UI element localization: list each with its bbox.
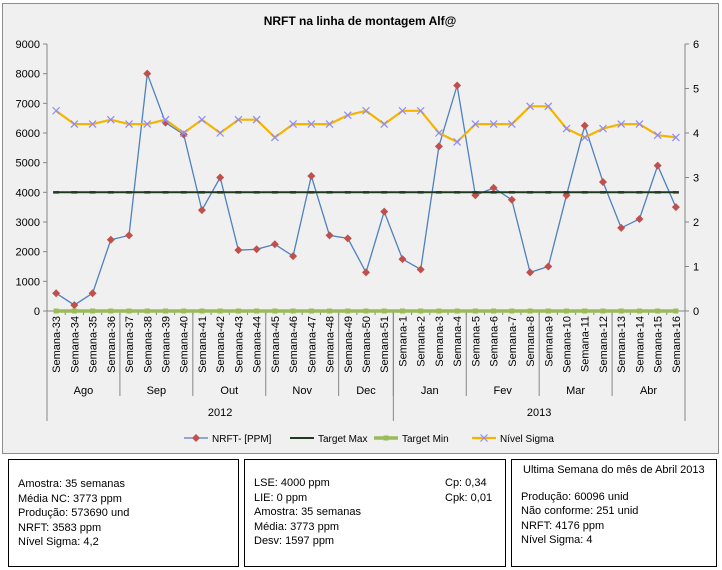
nrft-point [398,255,406,263]
x-tick-label: Semana-50 [361,316,373,373]
month-label: Out [220,385,239,397]
target-min-point [600,309,605,314]
x-tick-label: Semana-38 [142,316,155,373]
target-min-point [181,309,186,314]
y2-tick-label: 0 [693,306,700,318]
nrft-point [526,268,534,276]
x-tick-label: Semana-43 [233,316,246,373]
summary-box [8,459,239,567]
x-tick-label: Semana-7 [506,316,519,367]
nrft-point [70,301,78,309]
nrft-point [52,289,60,297]
y2-tick-label: 5 [693,83,700,96]
target-min-point [546,309,551,314]
x-tick-label: Semana-2 [415,316,428,367]
x-tick-label: Semana-11 [579,316,592,373]
nrft-point [617,224,625,232]
nrft-point [326,231,334,239]
target-min-point [564,309,569,314]
limits-line-cpk: Cpk: 0,01 [445,491,493,504]
target-min-point [436,309,441,314]
legend-label: NRFT- [PPM] [212,434,272,445]
year-label: 2013 [526,407,552,419]
y-tick-label: 6000 [15,128,40,140]
limits-line-sample: Amostra: 35 semanas [254,506,361,518]
x-tick-label: Semana-51 [379,316,392,373]
x-tick-label: Semana-46 [288,316,301,373]
limits-line-stddev: Desv: 1597 ppm [254,535,335,547]
x-tick-label: Semana-39 [160,316,173,373]
last-week-line-nrft: NRFT: 4176 ppm [521,519,605,532]
legend-label: Target Max [318,434,368,445]
nrft-point [289,252,297,260]
x-tick-label: Semana-48 [324,316,337,373]
nrft-point [435,142,443,150]
month-label: Nov [292,385,312,397]
y-tick-label: 2000 [15,246,40,259]
nrft-point [253,245,261,253]
target-min-point [272,309,277,314]
limits-line-lie: LIE: 0 ppm [254,491,308,504]
y-tick-label: 5000 [15,157,40,170]
target-min-point [108,309,113,314]
nrft-point [654,162,662,170]
x-tick-label: Semana-40 [178,316,191,373]
x-tick-label: Semana-33 [51,316,64,373]
x-tick-label: Semana-13 [616,316,629,373]
nrft-point [143,70,151,78]
target-min-point [400,309,405,314]
y-tick-label: 8000 [15,68,40,81]
x-tick-label: Semana-42 [215,316,228,373]
last-week-line-sigma: Nível Sigma: 4 [521,534,593,546]
target-min-point [254,309,259,314]
nrft-point [599,178,607,186]
month-label: Fev [493,385,512,397]
y-tick-label: 7000 [15,98,40,111]
target-min-point [54,309,59,314]
target-min-point [145,309,150,314]
nrft-point [490,184,498,192]
x-tick-label: Semana-45 [269,316,282,373]
legend-label: Target Min [402,434,449,445]
nrft-point [581,122,589,130]
y-tick-label: 4000 [15,187,40,200]
limits-line-cp: Cp: 0,34 [445,477,487,489]
nrft-point [198,206,206,214]
y-tick-label: 0 [33,306,40,318]
month-label: Sep [146,385,167,397]
target-min-point [90,309,95,314]
y2-tick-label: 3 [693,172,700,185]
y2-tick-label: 4 [693,128,700,140]
nrft-point [380,208,388,216]
sigma-point [198,116,205,123]
x-tick-label: Semana-14 [634,316,647,373]
nrft-point [344,234,352,242]
month-label: Dec [356,385,376,397]
sigma-point [217,130,224,137]
x-tick-label: Semana-6 [488,315,501,367]
nrft-point [125,231,133,239]
target-min-point [382,309,387,314]
summary-line-mean: Média NC: 3773 ppm [18,492,122,505]
x-tick-label: Semana-4 [452,316,465,367]
target-min-point [218,309,223,314]
x-tick-label: Semana-12 [597,316,610,373]
legend-marker [192,434,200,442]
target-min-point [345,309,350,314]
summary-line-nrft: NRFT: 3583 ppm [18,521,102,534]
target-min-point [509,309,514,314]
x-tick-label: Semana-16 [670,316,683,373]
target-min-point [236,309,241,314]
x-tick-label: Semana-15 [652,316,665,373]
nrft-point [544,263,552,271]
nrft-point [234,246,242,254]
target-min-point [582,309,587,314]
target-min-point [327,309,332,314]
x-tick-label: Semana-9 [543,316,556,367]
x-tick-label: Semana-5 [470,316,483,367]
target-min-point [491,309,496,314]
legend-label: Nível Sigma [500,434,554,445]
sigma-point [563,125,570,132]
target-min-point [72,309,77,314]
limits-box [244,459,506,567]
chart-title: NRFT na linha de montagem Alf@ [263,14,457,28]
nrft-point [89,289,97,297]
x-tick-label: Semana-37 [124,316,137,373]
legend-marker [384,436,389,441]
target-min-point [455,309,460,314]
last-week-header: Ultima Semana do mês de Abril 2013 [523,464,705,476]
target-min-point [619,309,624,314]
target-min-point [528,309,533,314]
nrft-point [216,174,224,182]
last-week-line-nonconforming: Não conforme: 251 unid [521,505,639,517]
nrft-point [362,268,370,276]
x-tick-label: Semana-41 [196,316,209,373]
x-tick-label: Semana-49 [342,316,355,373]
x-tick-label: Semana-44 [251,316,264,373]
summary-line-sample: Amostra: 35 semanas [18,478,125,490]
target-min-point [655,309,660,314]
x-tick-label: Semana-34 [69,316,82,373]
x-tick-label: Semana-3 [433,316,446,367]
month-label: Ago [73,385,94,397]
sigma-point [53,107,60,114]
x-tick-label: Semana-35 [87,316,100,373]
nrft-point [635,215,643,223]
y2-tick-label: 1 [693,261,700,274]
target-min-point [199,309,204,314]
target-min-point [673,309,678,314]
target-min-point [473,309,478,314]
month-label: Mar [566,385,586,397]
target-min-point [418,309,423,314]
y-tick-label: 9000 [15,39,40,51]
limits-line-mean: Média: 3773 ppm [254,520,339,533]
nrft-point [271,240,279,248]
sigma-point [381,121,388,128]
x-tick-label: Semana-47 [306,316,319,373]
x-tick-label: Semana-10 [561,316,574,373]
y-tick-label: 1000 [15,276,40,289]
target-min-point [163,309,168,314]
nrft-chart [2,3,719,454]
summary-line-production: Produção: 573690 und [18,507,130,519]
target-min-point [364,309,369,314]
nrft-point [508,196,516,204]
sigma-point [271,134,278,141]
y-tick-label: 3000 [15,217,40,229]
nrft-point [307,172,315,180]
nrft-point [672,203,680,211]
y2-tick-label: 6 [693,39,700,51]
last-week-line-production: Produção: 60096 unid [521,490,629,503]
x-tick-label: Semana-8 [525,316,538,367]
summary-line-sigma: Nível Sigma: 4,2 [18,536,99,548]
target-min-point [291,309,296,314]
nrft-point [453,82,461,90]
nrft-point [107,236,115,244]
target-min-point [309,309,314,314]
target-min-point [637,309,642,314]
nrft-point [417,265,425,273]
month-label: Jan [420,385,439,397]
y2-tick-label: 2 [693,217,700,229]
x-tick-label: Semana-36 [105,316,118,373]
limits-line-lse: LSE: 4000 ppm [254,477,330,489]
target-min-point [127,309,132,314]
last-week-box [511,459,717,567]
month-label: Abr [639,385,658,397]
year-label: 2012 [207,407,233,419]
x-tick-label: Semana-1 [397,316,410,367]
